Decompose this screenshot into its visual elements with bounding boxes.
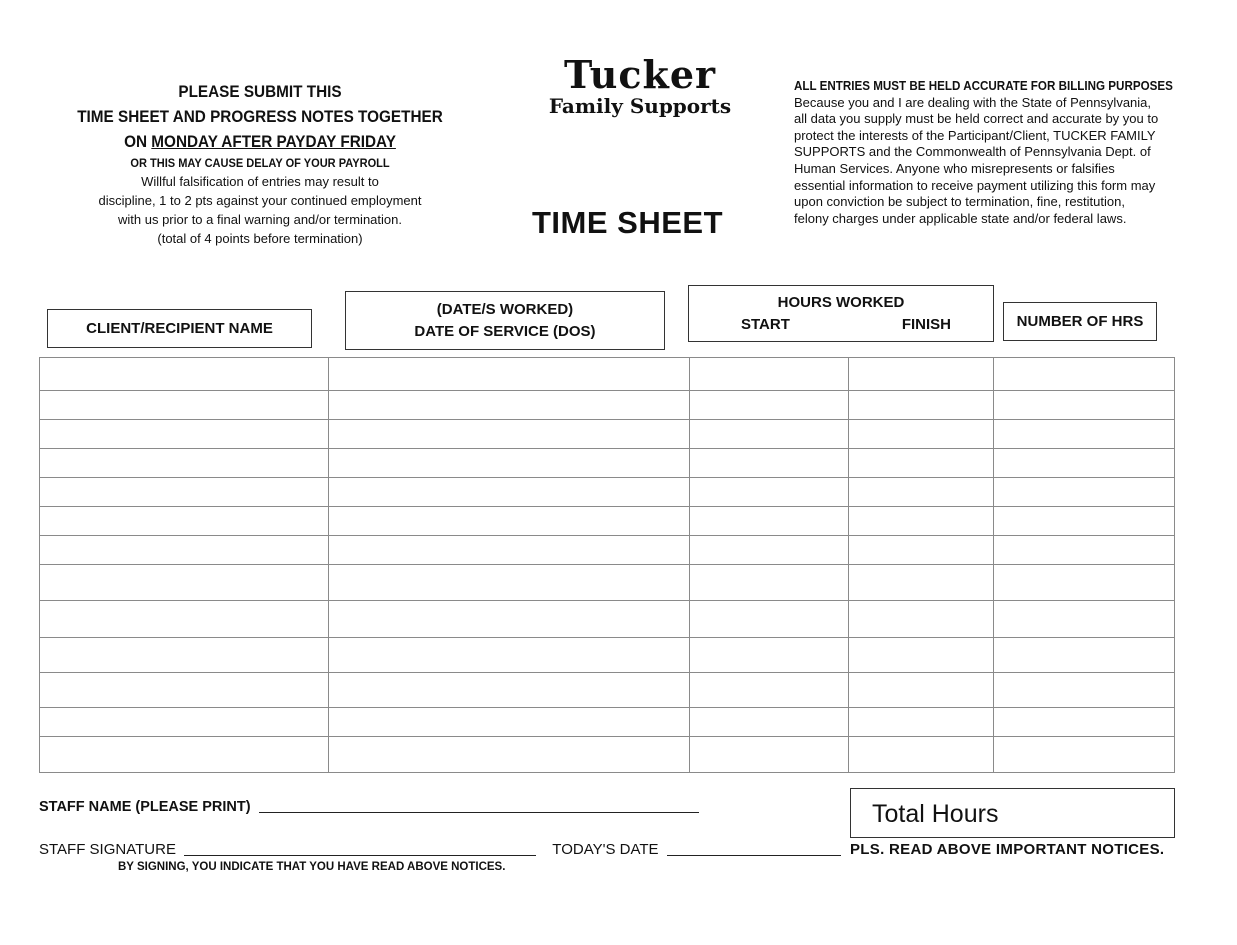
hours-cell[interactable] xyxy=(994,565,1175,601)
column-header-number-of-hours: NUMBER OF HRS xyxy=(1003,302,1157,341)
signing-note: BY SIGNING, YOU INDICATE THAT YOU HAVE READ ABOVE NOTICES. xyxy=(118,861,506,873)
hours-cell[interactable] xyxy=(994,449,1175,478)
hours-cell[interactable] xyxy=(994,536,1175,565)
hours-cell[interactable] xyxy=(994,737,1175,773)
hours-cell[interactable] xyxy=(994,358,1175,391)
date-cell[interactable] xyxy=(329,507,690,536)
client-cell[interactable] xyxy=(40,708,329,737)
start-cell[interactable] xyxy=(690,478,849,507)
total-hours-field[interactable] xyxy=(850,788,1175,838)
start-cell[interactable] xyxy=(690,449,849,478)
notice-line: PLEASE SUBMIT THIS xyxy=(178,82,342,101)
table-row xyxy=(40,478,1175,507)
finish-cell[interactable] xyxy=(849,601,994,638)
table-row xyxy=(40,638,1175,673)
staff-signature-label: STAFF SIGNATURE xyxy=(39,841,176,858)
logo-brand: Tucker xyxy=(563,52,717,97)
date-cell[interactable] xyxy=(329,565,690,601)
table-row xyxy=(40,507,1175,536)
submission-notice xyxy=(55,80,465,248)
finish-cell[interactable] xyxy=(849,391,994,420)
todays-date-field[interactable] xyxy=(667,841,841,856)
start-cell[interactable] xyxy=(690,420,849,449)
finish-cell[interactable] xyxy=(849,358,994,391)
date-cell[interactable] xyxy=(329,449,690,478)
billing-notice-line: felony charges under applicable state and/or federal laws. xyxy=(794,210,1127,226)
start-cell[interactable] xyxy=(690,565,849,601)
start-cell[interactable] xyxy=(690,507,849,536)
client-cell[interactable] xyxy=(40,478,329,507)
finish-cell[interactable] xyxy=(849,478,994,507)
date-cell[interactable] xyxy=(329,673,690,708)
company-logo xyxy=(530,52,750,118)
hours-cell[interactable] xyxy=(994,638,1175,673)
notice-line: TIME SHEET AND PROGRESS NOTES TOGETHER xyxy=(77,107,443,126)
client-cell[interactable] xyxy=(40,536,329,565)
client-cell[interactable] xyxy=(40,565,329,601)
column-header-start: START xyxy=(741,315,790,333)
start-cell[interactable] xyxy=(690,601,849,638)
date-cell[interactable] xyxy=(329,638,690,673)
billing-notice-line: protect the interests of the Participant/Client, TUCKER FAMILY xyxy=(794,127,1156,143)
start-cell[interactable] xyxy=(690,708,849,737)
staff-signature-row xyxy=(39,841,841,858)
client-cell[interactable] xyxy=(40,601,329,638)
client-cell[interactable] xyxy=(40,358,329,391)
read-notices-reminder: PLS. READ ABOVE IMPORTANT NOTICES. xyxy=(850,841,1165,858)
date-cell[interactable] xyxy=(329,420,690,449)
finish-cell[interactable] xyxy=(849,673,994,708)
table-row xyxy=(40,673,1175,708)
finish-cell[interactable] xyxy=(849,737,994,773)
client-cell[interactable] xyxy=(40,391,329,420)
hours-cell[interactable] xyxy=(994,708,1175,737)
billing-notice-line: essential information to receive payment utilizing this form may xyxy=(794,177,1156,193)
notice-line: discipline, 1 to 2 pts against your continued employment xyxy=(98,193,422,208)
date-cell[interactable] xyxy=(329,536,690,565)
finish-cell[interactable] xyxy=(849,449,994,478)
start-cell[interactable] xyxy=(690,737,849,773)
notice-line: Willful falsification of entries may result to xyxy=(141,174,379,189)
start-cell[interactable] xyxy=(690,673,849,708)
billing-notice-line: upon conviction be subject to termination, fine, restitution, xyxy=(794,194,1125,210)
date-cell[interactable] xyxy=(329,358,690,391)
billing-notice-line: all data you supply must be held correct and accurate by you to xyxy=(794,111,1159,127)
date-cell[interactable] xyxy=(329,737,690,773)
total-hours-label: Total Hours xyxy=(872,800,999,828)
table-row xyxy=(40,420,1175,449)
hours-cell[interactable] xyxy=(994,420,1175,449)
finish-cell[interactable] xyxy=(849,708,994,737)
table-row xyxy=(40,708,1175,737)
date-cell[interactable] xyxy=(329,391,690,420)
client-cell[interactable] xyxy=(40,507,329,536)
date-cell[interactable] xyxy=(329,708,690,737)
billing-notice-line: Because you and I are dealing with the State of Pennsylvania, xyxy=(794,94,1152,110)
finish-cell[interactable] xyxy=(849,420,994,449)
table-row xyxy=(40,391,1175,420)
table-row xyxy=(40,737,1175,773)
finish-cell[interactable] xyxy=(849,638,994,673)
client-cell[interactable] xyxy=(40,673,329,708)
hours-cell[interactable] xyxy=(994,391,1175,420)
column-header-finish: FINISH xyxy=(901,315,951,333)
table-row xyxy=(40,358,1175,391)
date-cell[interactable] xyxy=(329,478,690,507)
start-cell[interactable] xyxy=(690,638,849,673)
hours-cell[interactable] xyxy=(994,673,1175,708)
client-cell[interactable] xyxy=(40,420,329,449)
staff-name-row xyxy=(39,798,699,815)
billing-notice xyxy=(794,78,1204,227)
column-header-date: (DATE/S WORKED) DATE OF SERVICE (DOS) xyxy=(345,291,665,350)
logo-subtitle: Family Supports xyxy=(548,94,732,118)
column-header-client: CLIENT/RECIPIENT NAME xyxy=(47,309,312,348)
table-row xyxy=(40,536,1175,565)
billing-notice-header: ALL ENTRIES MUST BE HELD ACCURATE FOR BILLING PURPOSES xyxy=(794,79,1173,93)
notice-line: ON MONDAY AFTER PAYDAY FRIDAY xyxy=(124,132,396,151)
table-row xyxy=(40,565,1175,601)
notice-line: (total of 4 points before termination) xyxy=(157,231,363,246)
payday-deadline: MONDAY AFTER PAYDAY FRIDAY xyxy=(151,132,396,151)
table-row xyxy=(40,601,1175,638)
hours-cell[interactable] xyxy=(994,507,1175,536)
billing-notice-line: SUPPORTS and the Commonwealth of Pennsylvania Dept. of xyxy=(794,144,1151,160)
staff-name-field[interactable] xyxy=(259,798,699,813)
todays-date-label: TODAY'S DATE xyxy=(552,841,659,858)
billing-notice-line: Human Services. Anyone who misrepresents or falsifies xyxy=(794,160,1115,176)
client-cell[interactable] xyxy=(40,449,329,478)
column-header-hours: HOURS WORKED START FINISH xyxy=(688,285,994,342)
finish-cell[interactable] xyxy=(849,565,994,601)
start-cell[interactable] xyxy=(690,391,849,420)
finish-cell[interactable] xyxy=(849,507,994,536)
start-cell[interactable] xyxy=(690,536,849,565)
hours-cell[interactable] xyxy=(994,601,1175,638)
table-row xyxy=(40,449,1175,478)
staff-name-label: STAFF NAME (PLEASE PRINT) xyxy=(39,799,251,815)
date-cell[interactable] xyxy=(329,601,690,638)
client-cell[interactable] xyxy=(40,638,329,673)
page-title: TIME SHEET xyxy=(531,205,723,240)
notice-line: with us prior to a final warning and/or termination. xyxy=(118,212,402,227)
timesheet-grid xyxy=(39,357,1175,773)
notice-line: OR THIS MAY CAUSE DELAY OF YOUR PAYROLL xyxy=(130,156,390,170)
hours-cell[interactable] xyxy=(994,478,1175,507)
start-cell[interactable] xyxy=(690,358,849,391)
finish-cell[interactable] xyxy=(849,536,994,565)
staff-signature-field[interactable] xyxy=(184,841,536,856)
client-cell[interactable] xyxy=(40,737,329,773)
